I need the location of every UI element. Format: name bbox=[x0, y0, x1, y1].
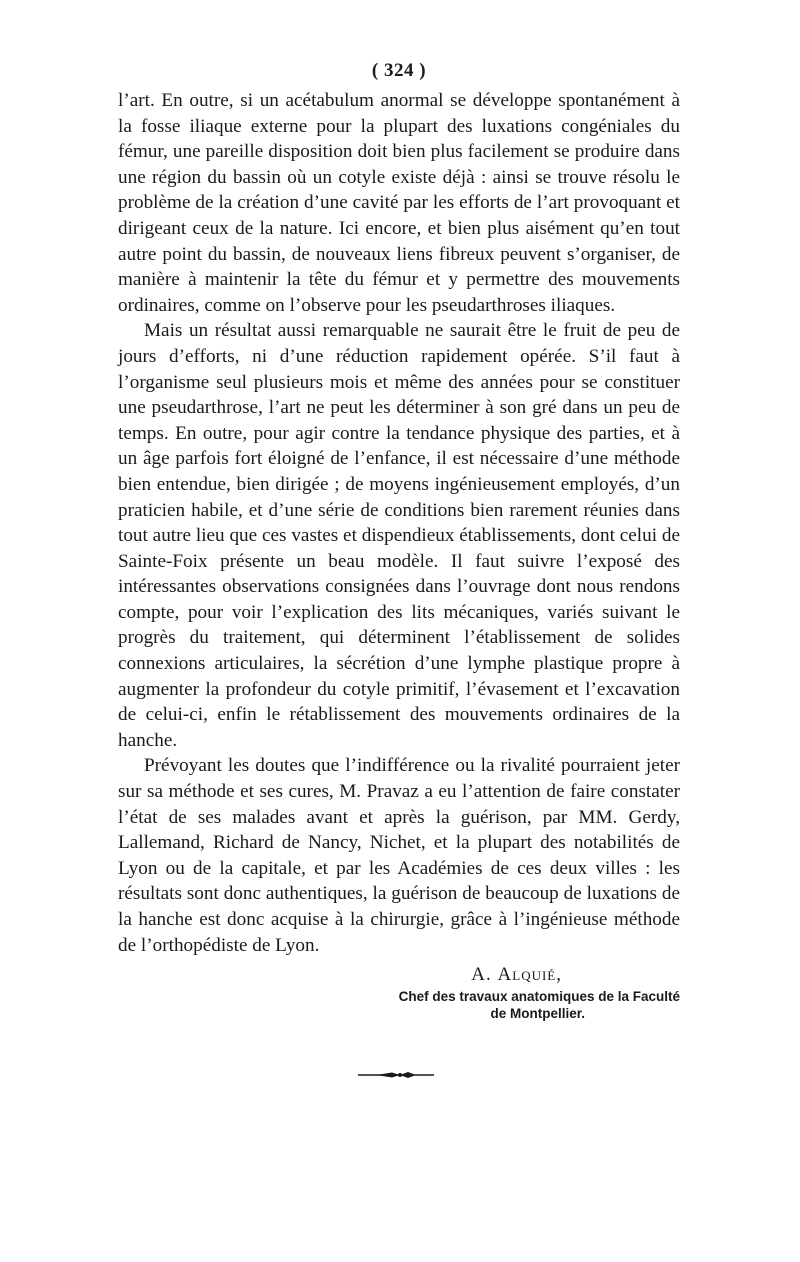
paragraph-continued: l’art. En outre, si un acétabulum anormal se développe spontanément à la fosse iliaque externe pour la plupart des luxations congéniales du fémur, une pareille disposition doit bien plus facilement se produire dans une région du bassin où un cotyle existe déjà : ainsi se trouve résolu le problème de la création d’une cavité par les efforts de l’art provoquant et dirigeant ceux de la nature. Ici encore, et bien plus aisément qu’en tout autre point du bassin, de nouveaux liens fibreux peuvent s’organiser, de manière à maintenir la tête du fémur et y permettre des mouvements ordinaires, comme on l’observe pour les pseudarthroses iliaques. bbox=[118, 90, 680, 316]
author-surname: Alquié, bbox=[497, 964, 562, 986]
document-page bbox=[118, 58, 680, 1022]
signature-block bbox=[118, 962, 680, 1022]
author-title-line1: Chef des travaux anatomiques de la Faculté bbox=[398, 989, 680, 1005]
paragraph: Mais un résultat aussi remarquable ne saurait être le fruit de peu de jours d’efforts, ni d’une réduction rapidement opérée. S’il faut à l’organisme seul plusieurs mois et même des années pour se constituer une pseudarthrose, l’art ne peut les déterminer à son gré dans un peu de temps. En outre, pour agir contre la tendance physique des parties, et à un âge parfois fort éloigné de l’enfance, il est nécessaire d’une méthode bien entendue, bien dirigée ; de moyens ingénieusement employés, d’un praticien habile, et d’une série de conditions bien rarement réunies dans tout autre lieu que ces vastes et dispendieux établissements, dont celui de Sainte-Foix présente un beau modèle. Il faut suivre l’exposé des intéressantes observations consignées dans l’ouvrage dont nous rendons compte, pour voir l’explication des lits mécaniques, variés suivant le progrès du traitement, qui déterminent l’établissement de solides connexions articulaires, la sécrétion d’une lymphe plastique propre à augmenter la profondeur du cotyle primitif, l’évasement et l’excavation de celui-ci, enfin le rétablissement des mouvements ordinaires de la hanche. bbox=[118, 320, 680, 751]
author-title bbox=[118, 988, 680, 1022]
body-text bbox=[118, 88, 680, 958]
author-name bbox=[118, 962, 680, 988]
author-initial: A. bbox=[471, 964, 492, 986]
page-number: ( 324 ) bbox=[371, 60, 427, 81]
end-ornament bbox=[356, 1070, 436, 1080]
paragraph: Prévoyant les doutes que l’indifférence ou la rivalité pourraient jeter sur sa méthode et ses cures, M. Pravaz a eu l’attention de faire constater l’état de ses malades avant et après la guérison, par MM. Gerdy, Lallemand, Richard de Nancy, Nichet, et la plupart des notabilités de Lyon ou de la capitale, et par les Académies de ces deux villes : les résultats sont donc authentiques, la guérison de beaucoup de luxations de la hanche est donc acquise à la chirurgie, grâce à l’ingénieuse méthode de l’orthopédiste de Lyon. bbox=[118, 755, 680, 956]
author-title-line2: de Montpellier. bbox=[490, 1006, 585, 1022]
